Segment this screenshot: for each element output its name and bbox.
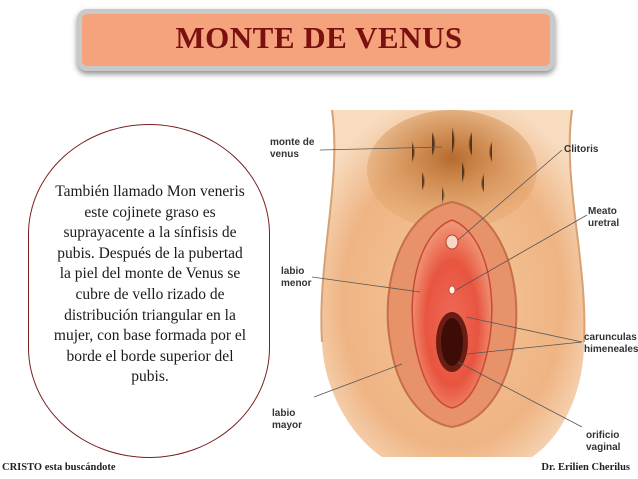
description-line: este cojinete graso es xyxy=(84,203,216,221)
label-line: uretral xyxy=(588,218,620,229)
label-line: carunculas xyxy=(584,332,637,343)
label-line: menor xyxy=(281,278,312,289)
clitoris xyxy=(446,235,458,249)
description-line: También llamado Mon veneris xyxy=(55,183,245,200)
label-carunculas-himeneales xyxy=(584,332,638,356)
description-line: cubre de vello rizado de xyxy=(75,285,225,303)
label-line: monte de xyxy=(270,137,315,148)
description-line: la piel del monte de Venus se xyxy=(59,265,241,283)
label-line: orificio xyxy=(586,430,620,441)
label-line: Clitoris xyxy=(564,144,599,155)
footer-left-text: CRISTO esta buscándote xyxy=(2,462,116,473)
label-orificio-vaginal xyxy=(586,430,620,454)
label-line: labio xyxy=(281,266,305,277)
description-line: pubis. Después de la pubertad xyxy=(57,244,243,262)
label-labio-mayor xyxy=(272,408,302,432)
description-line: pubis. xyxy=(131,368,169,386)
footer-author: Dr. Erilien Cherilus xyxy=(541,462,630,473)
label-line: vaginal xyxy=(586,442,621,453)
description-text xyxy=(30,182,270,388)
label-meato-uretral xyxy=(588,206,619,230)
label-line: venus xyxy=(270,149,299,160)
description-line: suprayacente a la sínfisis de xyxy=(63,224,237,242)
label-line: himeneales xyxy=(584,344,638,355)
description-line: mujer, con base formada por el xyxy=(53,327,247,345)
label-line: mayor xyxy=(272,420,303,431)
description-line: distribución triangular en la xyxy=(64,306,236,324)
label-monte-de-venus xyxy=(270,137,314,161)
label-labio-menor xyxy=(281,266,312,290)
label-clitoris xyxy=(564,144,598,156)
page-title: MONTE DE VENUS xyxy=(175,20,463,55)
description-line: borde el borde superior del xyxy=(66,347,234,365)
label-line: labio xyxy=(272,408,296,419)
urethral-meatus xyxy=(449,286,455,294)
label-line: Meato xyxy=(588,206,617,217)
